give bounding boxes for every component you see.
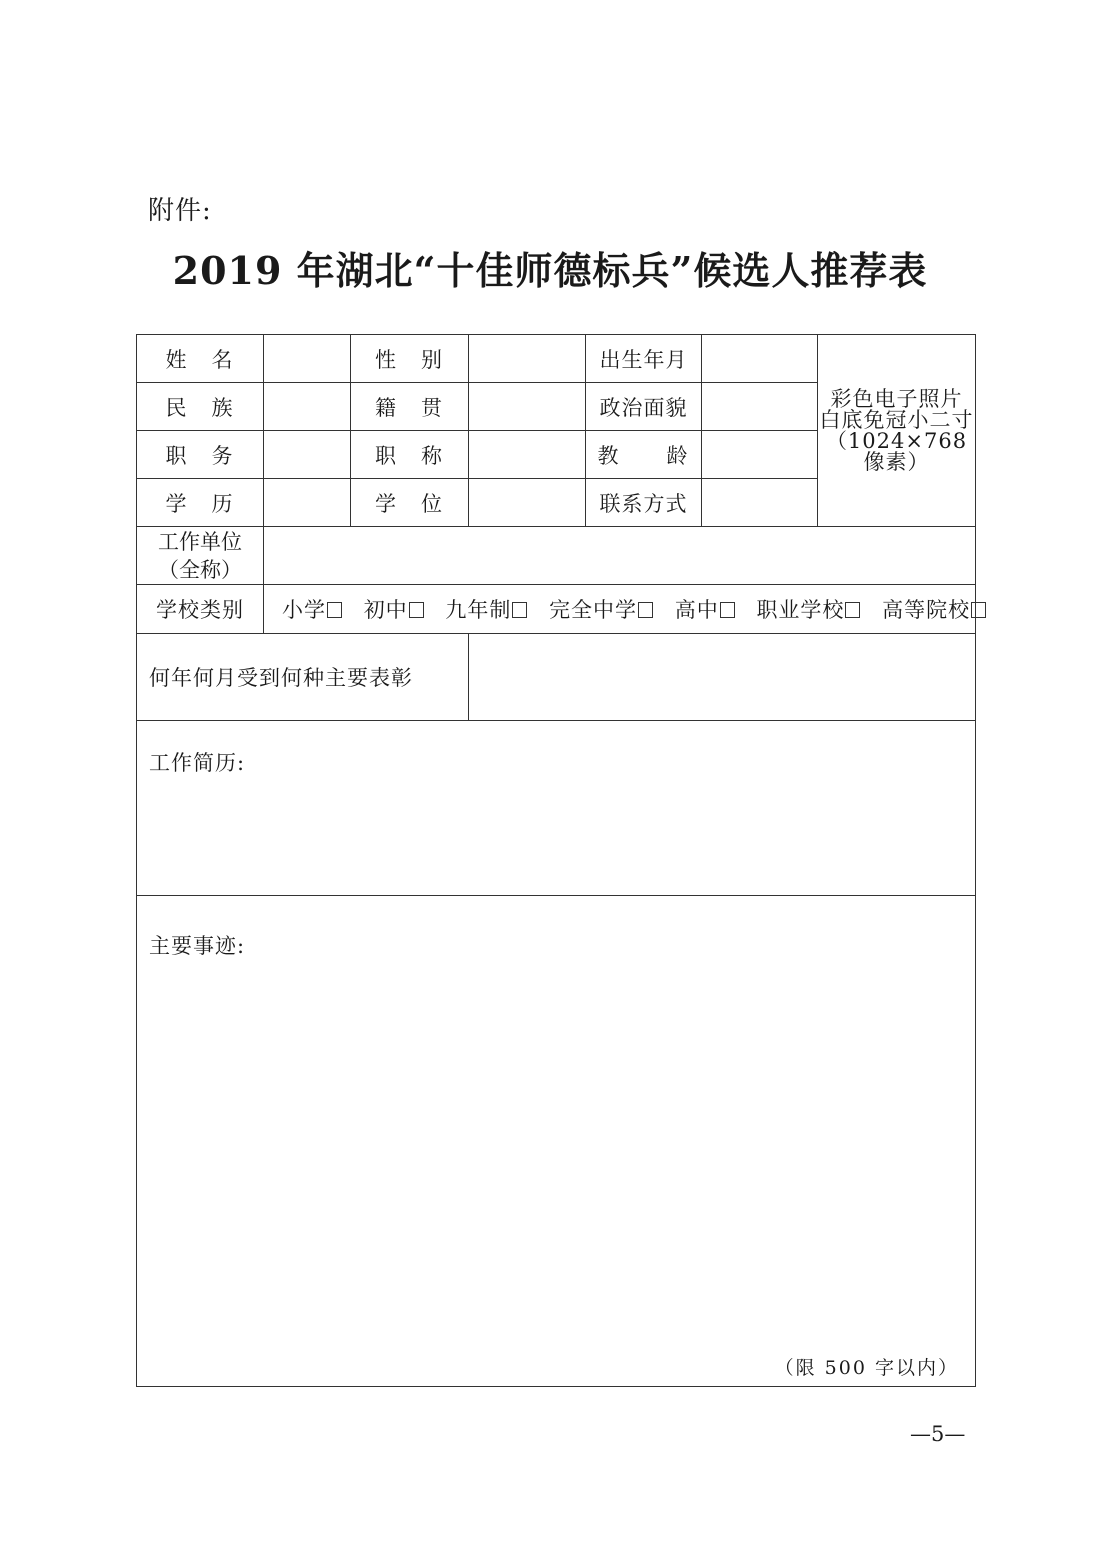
education-label: 学 历 (137, 479, 264, 527)
name-field[interactable] (264, 335, 351, 383)
deeds-label: 主要事迹: (149, 934, 246, 958)
photo-line-1: 彩色电子照片 (830, 386, 963, 411)
page-number: —5— (910, 1422, 966, 1446)
school-type-option-complete-middle: 完全中学 (549, 598, 638, 622)
political-status-label: 政治面貌 (586, 383, 702, 431)
school-type-option-junior: 初中 (363, 598, 408, 622)
school-type-option-nine-year: 九年制 (445, 598, 512, 622)
birth-field[interactable] (702, 335, 818, 383)
photo-placeholder[interactable] (818, 335, 976, 527)
position-label: 职 务 (137, 431, 264, 479)
work-unit-line-2: （全称） (158, 557, 242, 582)
gender-field[interactable] (469, 335, 586, 383)
work-unit-field[interactable] (264, 527, 976, 585)
work-unit-label (137, 527, 264, 585)
teaching-years-field[interactable] (702, 431, 818, 479)
school-type-options (264, 585, 976, 634)
recommendation-form-table (136, 334, 976, 1387)
school-type-option-primary: 小学 (282, 598, 326, 622)
degree-field[interactable] (469, 479, 586, 527)
checkbox-junior[interactable] (409, 602, 424, 618)
work-unit-line-1: 工作单位 (158, 529, 242, 554)
title-rank-label: 职 称 (351, 431, 469, 479)
political-status-field[interactable] (702, 383, 818, 431)
school-type-option-vocational: 职业学校 (756, 598, 845, 622)
checkbox-senior[interactable] (720, 602, 735, 618)
ethnicity-label: 民 族 (137, 383, 264, 431)
birth-label: 出生年月 (586, 335, 702, 383)
education-field[interactable] (264, 479, 351, 527)
checkbox-higher[interactable] (971, 602, 986, 618)
honors-field[interactable] (469, 634, 976, 721)
school-type-option-higher: 高等院校 (882, 598, 971, 622)
degree-label: 学 位 (351, 479, 469, 527)
checkbox-complete-middle[interactable] (638, 602, 653, 618)
checkbox-primary[interactable] (327, 602, 342, 618)
limit-note: （限 500 字以内） (774, 1357, 959, 1379)
resume-label: 工作简历: (149, 751, 246, 775)
photo-line-2: 白底免冠小二寸 (819, 407, 974, 432)
school-type-label: 学校类别 (137, 585, 264, 634)
native-place-label: 籍 贯 (351, 383, 469, 431)
native-place-field[interactable] (469, 383, 586, 431)
resume-section[interactable] (137, 721, 976, 896)
contact-field[interactable] (702, 479, 818, 527)
teaching-years-label: 教 龄 (586, 431, 702, 479)
checkbox-nine-year[interactable] (512, 602, 527, 618)
position-field[interactable] (264, 431, 351, 479)
contact-label: 联系方式 (586, 479, 702, 527)
honors-label: 何年何月受到何种主要表彰 (137, 634, 469, 721)
checkbox-vocational[interactable] (845, 602, 860, 618)
title-rank-field[interactable] (469, 431, 586, 479)
ethnicity-field[interactable] (264, 383, 351, 431)
photo-line-3: （1024×768 像素） (825, 428, 968, 474)
gender-label: 性 别 (351, 335, 469, 383)
attachment-label: 附件: (148, 196, 212, 226)
deeds-section[interactable] (137, 896, 976, 1387)
form-title: 2019 年湖北“十佳师德标兵”候选人推荐表 (172, 248, 928, 293)
name-label: 姓 名 (137, 335, 264, 383)
school-type-option-senior: 高中 (674, 598, 719, 622)
